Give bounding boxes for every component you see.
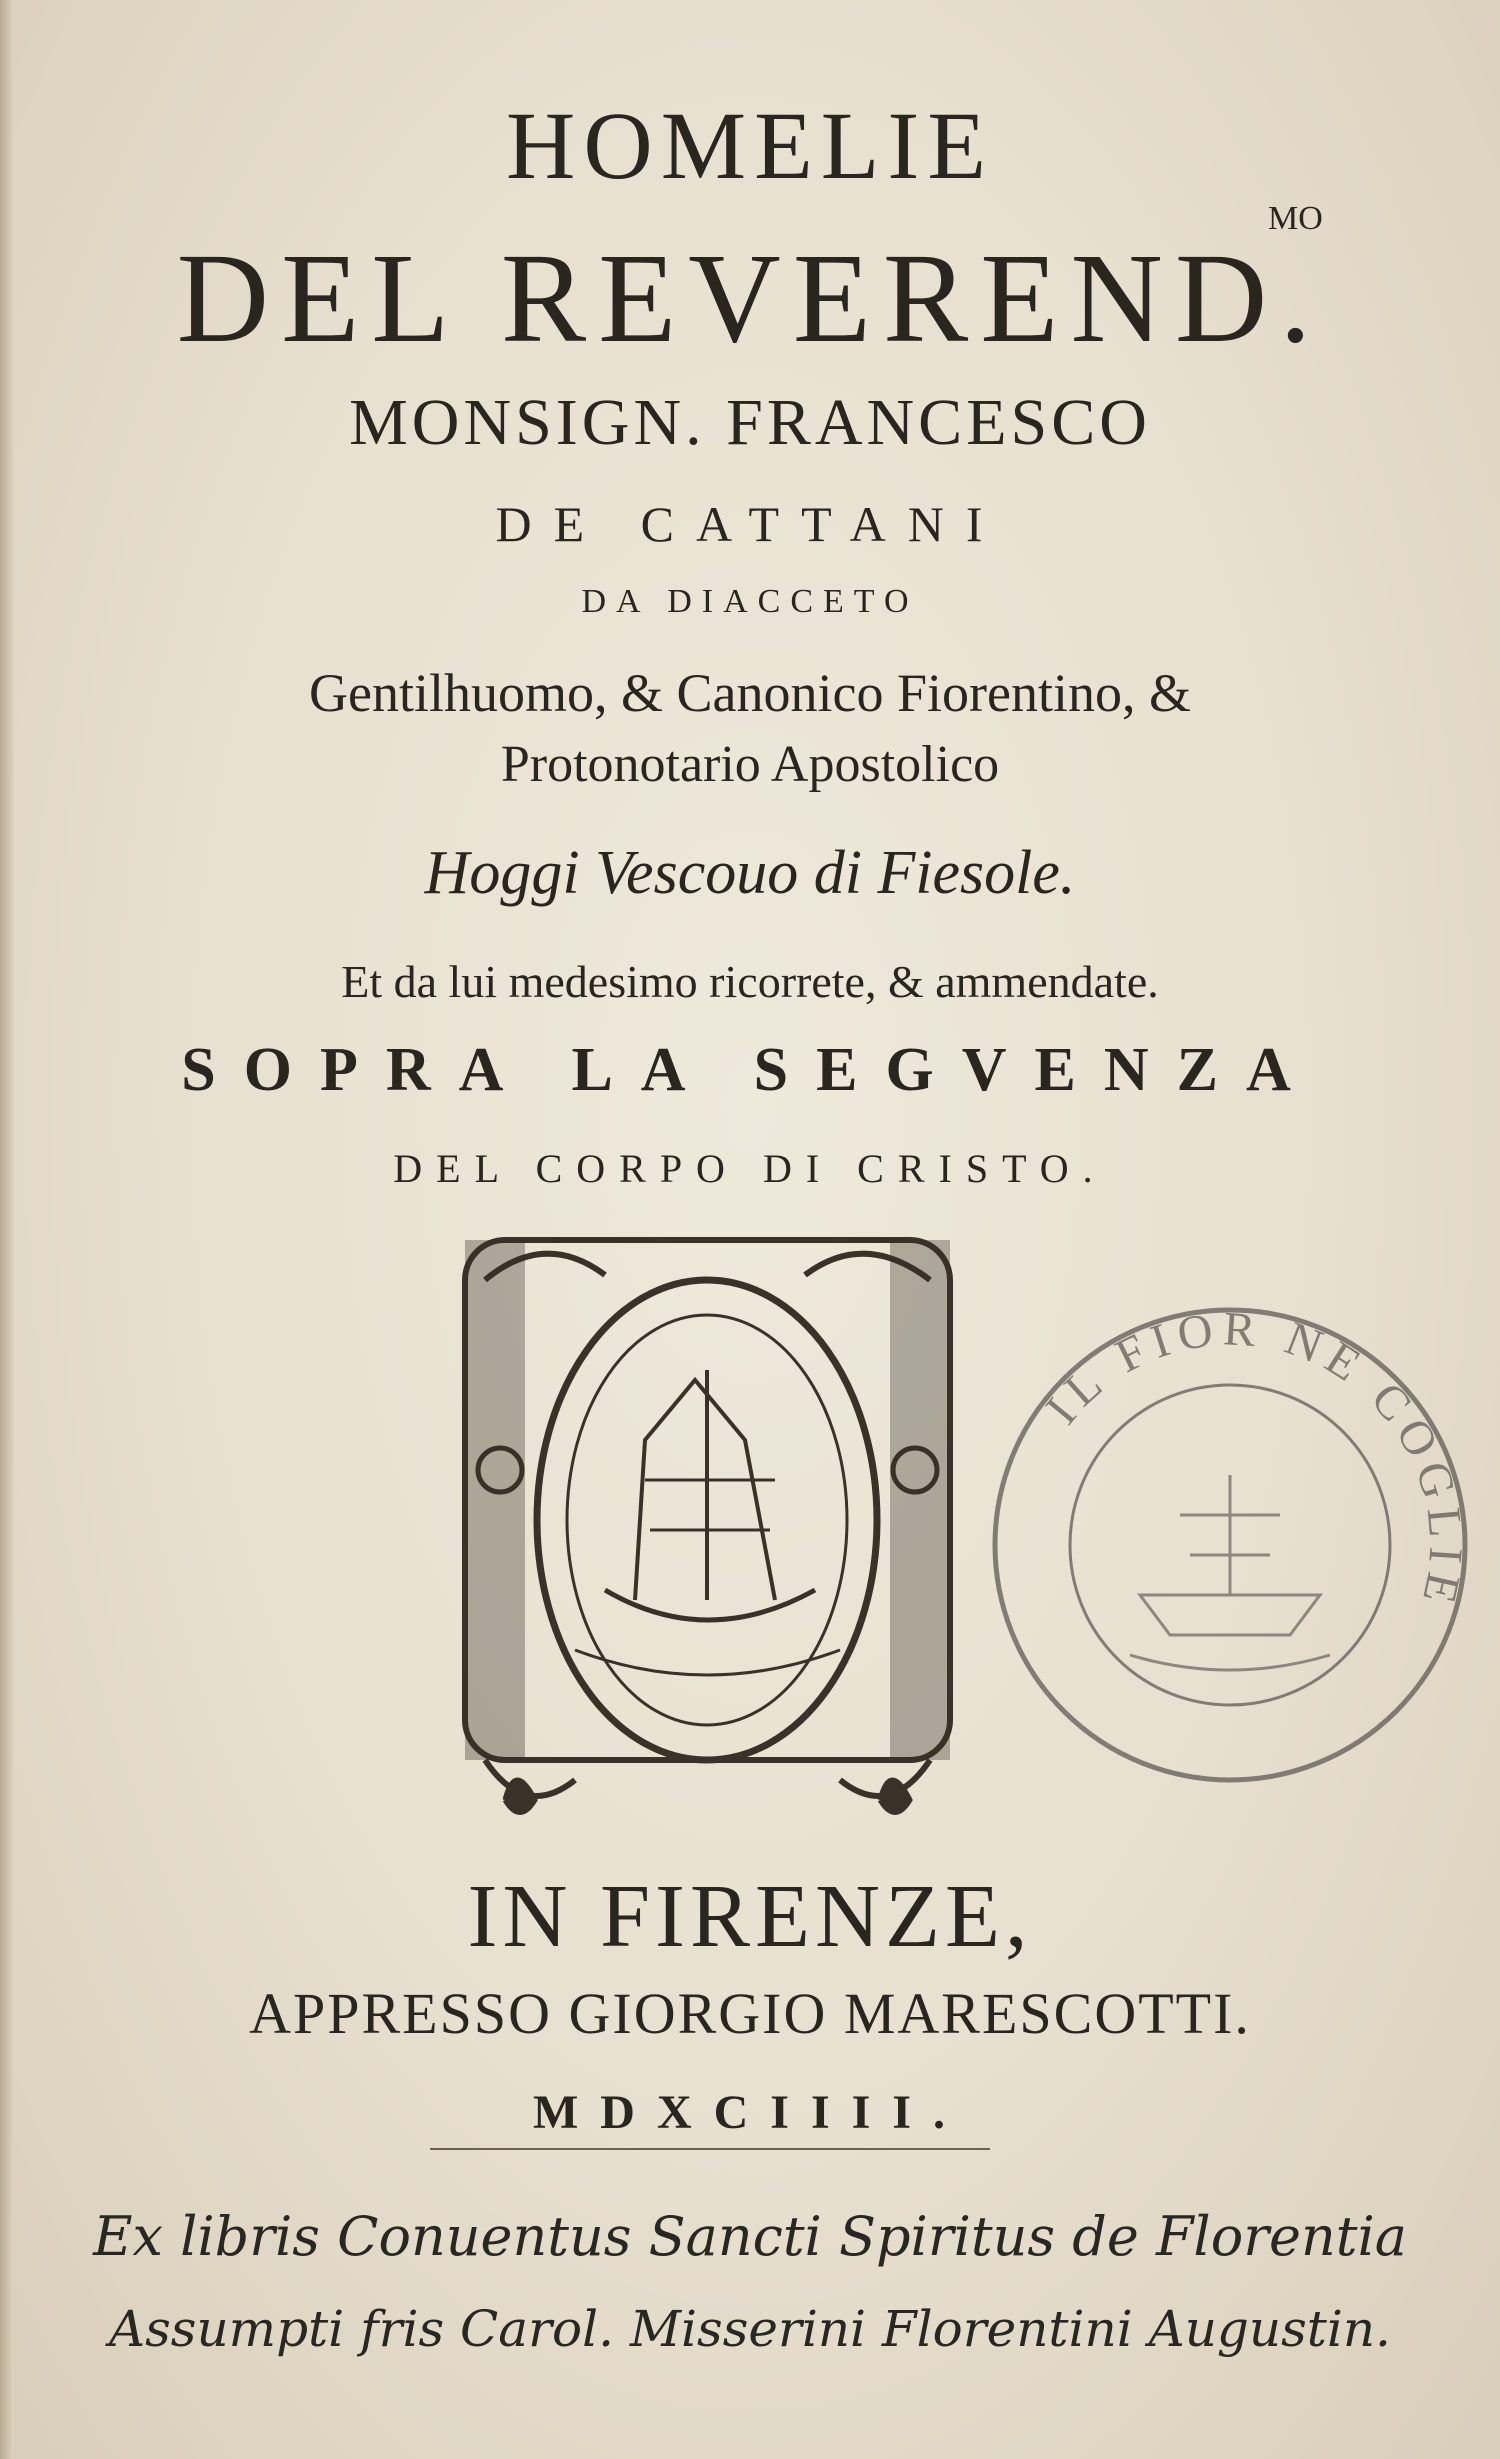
title-line-gentilhuomo: Gentilhuomo, & Canonico Fiorentino, & <box>309 663 1191 723</box>
title-line-reverend: DEL REVEREND. <box>176 227 1324 369</box>
title-line-monsignor: MONSIGN. FRANCESCO <box>349 386 1151 459</box>
title-line-diacceto: DA DIACCETO <box>581 583 919 620</box>
title-superscript: MO <box>1268 200 1323 237</box>
imprint-year: MDXCIIII. <box>532 2086 967 2139</box>
title-line-homelie: HOMELIE <box>506 92 994 199</box>
imprint-place: IN FIRENZE, <box>467 1867 1033 1966</box>
title-line-corpo: DEL CORPO DI CRISTO. <box>393 1146 1107 1191</box>
handwritten-inscription-line-2: Assumpti fris Carol. Misserini Florentini Augustin. <box>109 2300 1391 2358</box>
title-line-segvenza: SOPRA LA SEGVENZA <box>181 1036 1319 1104</box>
library-stamp <box>980 1295 1480 1795</box>
imprint-printer: APPRESSO GIORGIO MARESCOTTI. <box>249 1981 1251 2046</box>
printers-device-woodcut <box>445 1220 970 1830</box>
stamp-text: IL FIOR NE COGLIE <box>1035 1302 1473 1616</box>
title-line-reverend-wrap <box>0 225 1500 372</box>
title-line-vescouo: Hoggi Vescouo di Fiesole. <box>424 839 1076 907</box>
title-line-cattani: DE CATTANI <box>495 496 1005 552</box>
handwritten-inscription-line-1: Ex libris Conuentus Sancti Spiritus de Florentia <box>93 2205 1407 2268</box>
title-line-ricorrete: Et da lui medesimo ricorrete, & ammendate. <box>341 956 1159 1007</box>
year-underline <box>430 2148 990 2150</box>
title-line-protonotario: Protonotario Apostolico <box>500 736 1000 793</box>
